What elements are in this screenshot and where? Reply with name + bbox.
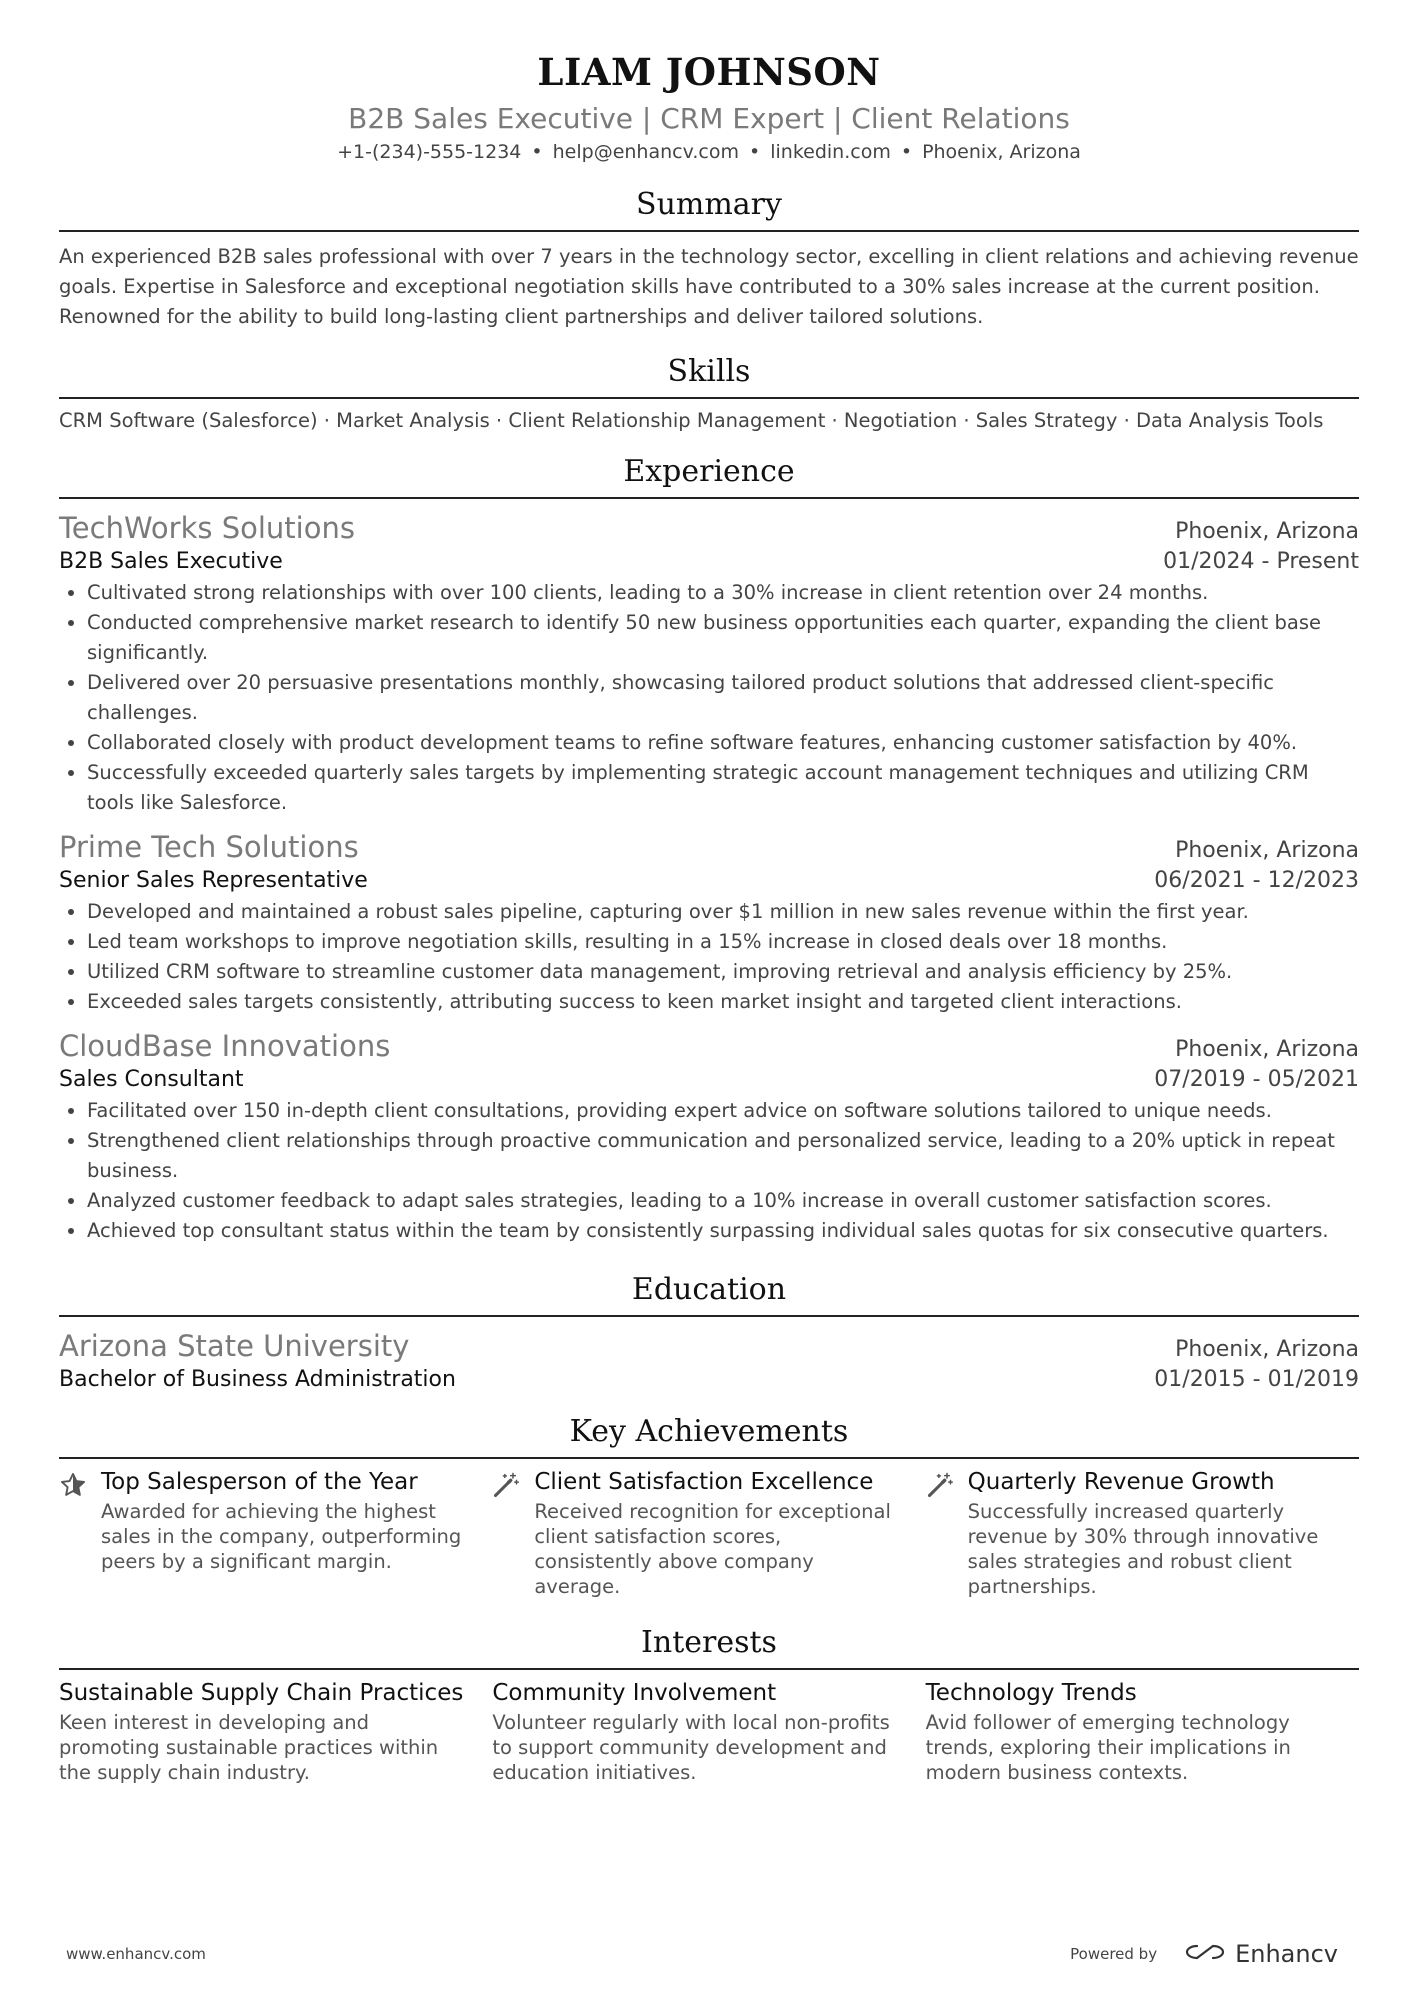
powered-by xyxy=(1070,1940,1338,1968)
bullet-item: • Collaborated closely with product development teams to refine software features, enhancing customer satisfaction by 40%. xyxy=(87,728,1359,758)
summary-heading: Summary xyxy=(59,187,1359,232)
phone[interactable]: +1-(234)-555-1234 xyxy=(337,141,522,163)
interest-desc: Volunteer regularly with local non-profits to support community development and education initiatives. xyxy=(492,1711,890,1784)
summary-text: An experienced B2B sales professional with over 7 years in the technology sector, excelling in client relations and achieving revenue goals. Expertise in Salesforce and exceptional negotiation skills have contributed to a 30% sales increase at the current position. Renowned for the ability to build long-lasting client partnerships and deliver tailored solutions. xyxy=(59,245,1359,328)
interest-title: Sustainable Supply Chain Practices xyxy=(59,1680,464,1706)
achievement-item xyxy=(59,1469,492,1599)
job-bullets xyxy=(59,578,1359,818)
job-entry xyxy=(59,1029,1359,1246)
candidate-name: LIAM JOHNSON xyxy=(537,50,881,94)
job-dates: 01/2024 - Present xyxy=(1163,549,1359,574)
contact-line: +1-(234)-555-1234 • help@enhancv.com • linkedin.com • Phoenix, Arizona xyxy=(337,141,1081,163)
interest-desc: Keen interest in developing and promoting sustainable practices within the supply chain industry. xyxy=(59,1711,439,1784)
powered-by-label: Powered by xyxy=(1070,1945,1158,1963)
achievement-desc: Awarded for achieving the highest sales in the company, outperforming peers by a significant margin. xyxy=(101,1500,462,1573)
resume-page xyxy=(59,0,1359,1785)
experience-heading: Experience xyxy=(59,454,1359,499)
bullet-item: • Cultivated strong relationships with over 100 clients, leading to a 30% increase in client retention over 24 months. xyxy=(87,578,1359,608)
interest-title: Community Involvement xyxy=(492,1680,777,1706)
interest-item xyxy=(59,1680,492,1785)
achievement-title: Client Satisfaction Excellence xyxy=(534,1469,874,1495)
job-entry xyxy=(59,511,1359,818)
linkedin-link[interactable]: linkedin.com xyxy=(770,141,891,163)
skills-list: CRM Software (Salesforce) · Market Analysis · Client Relationship Management · Negotiation · Sales Strategy · Data Analysis Tools xyxy=(59,409,1324,432)
skills-heading: Skills xyxy=(59,354,1359,399)
achievements-grid xyxy=(59,1469,1359,1599)
achievement-item xyxy=(492,1469,925,1599)
bullet-item: • Achieved top consultant status within the team by consistently surpassing individual sales quotas for six consecutive quarters. xyxy=(87,1216,1359,1246)
company-name: Prime Tech Solutions xyxy=(59,830,359,864)
school-location: Phoenix, Arizona xyxy=(1175,1337,1359,1362)
bullet-item: • Utilized CRM software to streamline customer data management, improving retrieval and analysis efficiency by 25%. xyxy=(87,957,1359,987)
job-location: Phoenix, Arizona xyxy=(1175,1037,1359,1062)
achievement-title: Quarterly Revenue Growth xyxy=(967,1469,1275,1495)
magic-wand-icon xyxy=(492,1469,534,1599)
achievement-desc: Successfully increased quarterly revenue by 30% through innovative sales strategies and robust client partnerships. xyxy=(967,1500,1319,1598)
job-entry xyxy=(59,830,1359,1017)
job-title: Sales Consultant xyxy=(59,1067,244,1092)
job-dates: 06/2021 - 12/2023 xyxy=(1154,868,1359,893)
star-icon xyxy=(59,1469,101,1599)
bullet-item: • Led team workshops to improve negotiation skills, resulting in a 15% increase in closed deals over 18 months. xyxy=(87,927,1359,957)
footer xyxy=(66,1940,1338,1968)
school-name: Arizona State University xyxy=(59,1329,410,1363)
job-bullets xyxy=(59,1096,1359,1246)
magic-wand-icon xyxy=(926,1469,968,1599)
achievement-item xyxy=(926,1469,1359,1599)
bullet-item: • Analyzed customer feedback to adapt sales strategies, leading to a 10% increase in overall customer satisfaction scores. xyxy=(87,1186,1359,1216)
bullet-item: • Delivered over 20 persuasive presentations monthly, showcasing tailored product solutions that addressed client-specific challenges. xyxy=(87,668,1359,728)
education-heading: Education xyxy=(59,1272,1359,1317)
company-name: TechWorks Solutions xyxy=(59,511,355,545)
achievements-heading: Key Achievements xyxy=(59,1414,1359,1459)
email-link[interactable]: help@enhancv.com xyxy=(552,141,739,163)
interest-item xyxy=(492,1680,925,1785)
interest-item xyxy=(926,1680,1359,1785)
company-name: CloudBase Innovations xyxy=(59,1029,391,1063)
degree: Bachelor of Business Administration xyxy=(59,1367,456,1392)
interest-title: Technology Trends xyxy=(925,1680,1137,1706)
bullet-item: • Exceeded sales targets consistently, attributing success to keen market insight and targeted client interactions. xyxy=(87,987,1359,1017)
job-dates: 07/2019 - 05/2021 xyxy=(1154,1067,1359,1092)
bullet-item: • Developed and maintained a robust sales pipeline, capturing over $1 million in new sales revenue within the first year. xyxy=(87,897,1359,927)
education-dates: 01/2015 - 01/2019 xyxy=(1154,1367,1359,1392)
achievement-desc: Received recognition for exceptional client satisfaction scores, consistently above company average. xyxy=(534,1500,891,1598)
brand-name[interactable]: Enhancv xyxy=(1235,1940,1338,1968)
bullet-item: • Facilitated over 150 in-depth client consultations, providing expert advice on software solutions tailored to unique needs. xyxy=(87,1096,1359,1126)
education-entry xyxy=(59,1329,1359,1392)
job-location: Phoenix, Arizona xyxy=(1175,838,1359,863)
job-bullets xyxy=(59,897,1359,1017)
enhancv-logo-icon xyxy=(1183,1941,1227,1967)
job-location: Phoenix, Arizona xyxy=(1175,519,1359,544)
job-title: B2B Sales Executive xyxy=(59,549,283,574)
achievement-title: Top Salesperson of the Year xyxy=(101,1469,418,1495)
location: Phoenix, Arizona xyxy=(922,141,1081,163)
footer-url[interactable]: www.enhancv.com xyxy=(66,1945,206,1963)
headline: B2B Sales Executive | CRM Expert | Client Relations xyxy=(348,102,1070,135)
interests-heading: Interests xyxy=(59,1625,1359,1670)
bullet-item: • Conducted comprehensive market research to identify 50 new business opportunities each quarter, expanding the client base significantly. xyxy=(87,608,1359,668)
interests-grid xyxy=(59,1680,1359,1785)
bullet-item: • Strengthened client relationships through proactive communication and personalized service, leading to a 20% uptick in repeat business. xyxy=(87,1126,1359,1186)
bullet-item: • Successfully exceeded quarterly sales targets by implementing strategic account management techniques and utilizing CRM tools like Salesforce. xyxy=(87,758,1359,818)
job-title: Senior Sales Representative xyxy=(59,868,368,893)
interest-desc: Avid follower of emerging technology trends, exploring their implications in modern business contexts. xyxy=(925,1711,1291,1784)
